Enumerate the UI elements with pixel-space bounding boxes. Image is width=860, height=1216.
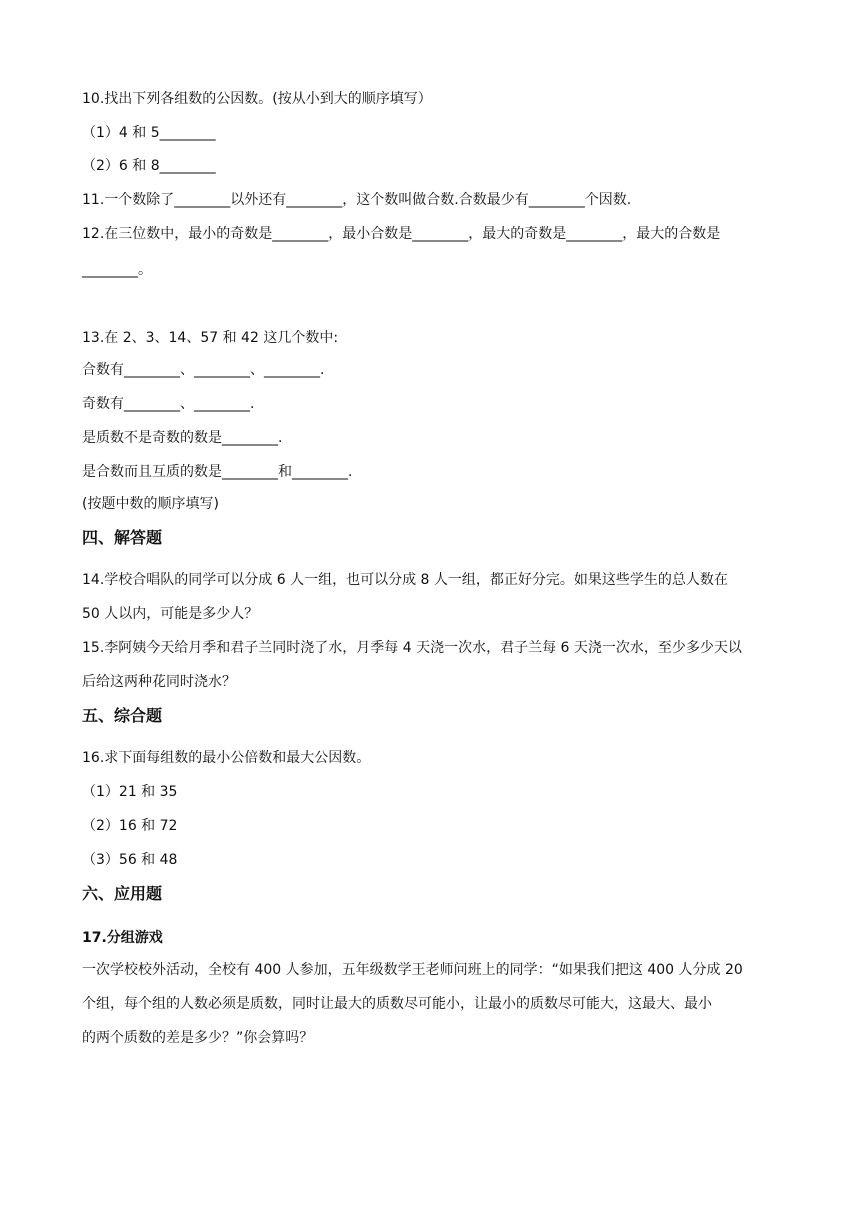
q10-title: 10.找出下列各组数的公因数。(按从小到大的顺序填写） — [82, 91, 432, 107]
q13-line-coprime: 是合数而且互质的数是________和________. — [82, 464, 353, 480]
q16-title: 16.求下面每组数的最小公倍数和最大公因数。 — [82, 750, 371, 766]
section-6-heading: 六、应用题 — [82, 884, 163, 903]
q12-line-1: 12.在三位数中，最小的奇数是________，最小合数是________，最大的奇数是________，最大的合数是 — [82, 226, 721, 242]
q13-title: 13.在 2、3、14、57 和 42 这几个数中: — [82, 330, 339, 346]
q11-text: 11.一个数除了________以外还有________，这个数叫做合数.合数最少有________个因数. — [82, 192, 632, 208]
q17-line-1: 一次学校校外活动，全校有 400 人参加，五年级数学王老师问班上的同学：“如果我们把这 400 人分成 20 — [82, 962, 743, 978]
q13-line-composite: 合数有________、________、________. — [82, 362, 325, 378]
q10-part-1: （1）4 和 5________ — [82, 125, 216, 141]
q16-part-1: （1）21 和 35 — [82, 784, 178, 800]
q12-line-2: ________。 — [82, 262, 152, 278]
q15-line-2: 后给这两种花同时浇水？ — [82, 674, 236, 690]
q10-part-2: （2）6 和 8________ — [82, 158, 216, 174]
section-4-heading: 四、解答题 — [82, 528, 163, 547]
q13-note: (按题中数的顺序填写) — [82, 496, 219, 512]
q17-title: 17.分组游戏 — [82, 930, 163, 946]
q14-line-2: 50 人以内，可能是多少人？ — [82, 606, 259, 622]
q15-line-1: 15.李阿姨今天给月季和君子兰同时浇了水，月季每 4 天浇一次水，君子兰每 6 天浇一次水，至少多少天以 — [82, 640, 742, 656]
q14-line-1: 14.学校合唱队的同学可以分成 6 人一组，也可以分成 8 人一组，都正好分完。如果这些学生的总人数在 — [82, 572, 728, 588]
q16-part-2: （2）16 和 72 — [82, 818, 178, 834]
q17-line-2: 个组，每个组的人数必须是质数，同时让最大的质数尽可能小，让最小的质数尽可能大，这最大、最小 — [82, 996, 712, 1012]
q16-part-3: （3）56 和 48 — [82, 852, 178, 868]
section-5-heading: 五、综合题 — [82, 706, 163, 725]
q13-line-prime-even: 是质数不是奇数的数是________. — [82, 430, 283, 446]
q13-line-odd: 奇数有________、________. — [82, 396, 255, 412]
q17-line-3: 的两个质数的差是多少？”你会算吗？ — [82, 1030, 314, 1046]
